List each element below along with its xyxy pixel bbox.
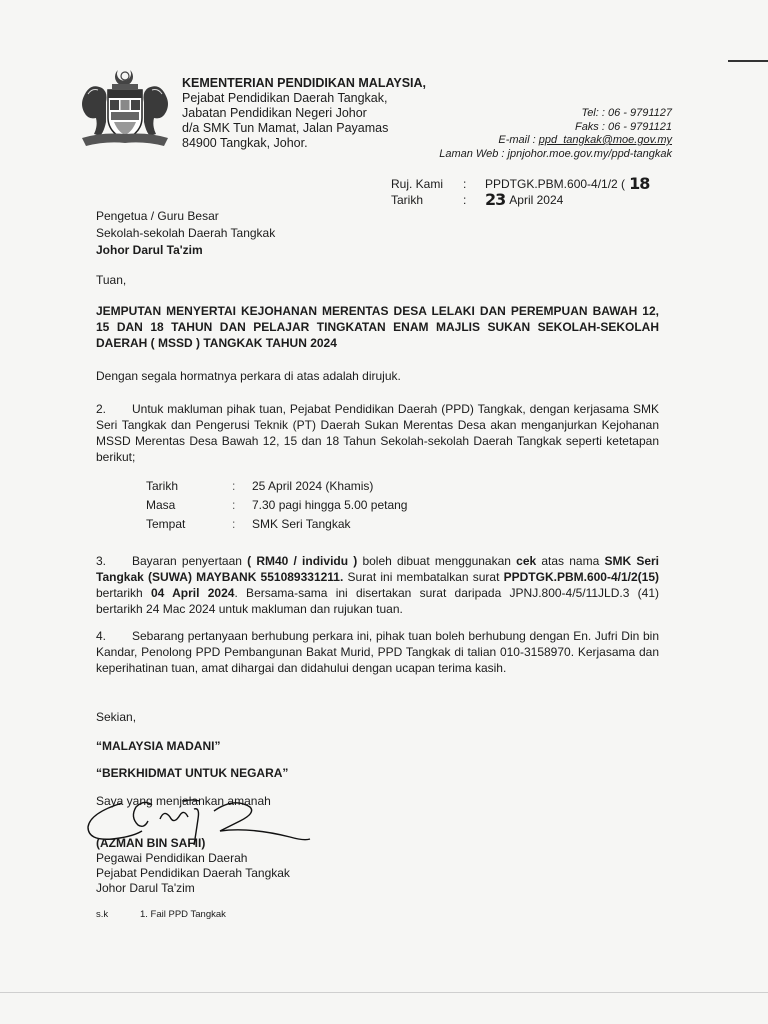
bank-account: SMK Seri Tangkak (SUWA) MAYBANK 551089331211. <box>96 554 659 584</box>
subject-heading: JEMPUTAN MENYERTAI KEJOHANAN MERENTAS DESA LELAKI DAN PEREMPUAN BAWAH 12, 15 DAN 18 TAHUN DAN PELAJAR TINGKATAN ENAM MAJLIS SUKAN SEKOLAH-SEKOLAH DAERAH ( MSSD ) TANGKAK TAHUN 2024 <box>96 304 659 350</box>
closing-sekian: Sekian, <box>96 710 137 724</box>
letterhead-address <box>182 76 426 151</box>
reference-block <box>391 176 649 208</box>
signer-block <box>96 836 290 896</box>
email-label: E-mail : <box>498 134 536 146</box>
address-line-1: Pejabat Pendidikan Daerah Tangkak, <box>182 91 388 105</box>
email-link[interactable]: ppd_tangkak@moe.gov.my <box>538 134 672 146</box>
tarikh-value: April 2024 <box>509 193 564 207</box>
address-line-4: 84900 Tangkak, Johor. <box>182 136 308 150</box>
ruj-handwritten-number: 18 <box>629 174 650 193</box>
copy-to <box>96 909 226 920</box>
bottom-edge-line <box>0 992 768 993</box>
tarikh-handwritten-day: 23 <box>485 190 506 209</box>
address-line-3: d/a SMK Tun Mamat, Jalan Payamas <box>182 121 389 135</box>
signer-title: Pegawai Pendidikan Daerah <box>96 851 248 865</box>
detail-label: Masa <box>146 498 176 512</box>
event-details <box>146 477 407 534</box>
intro-paragraph: Dengan segala hormatnya perkara di atas adalah dirujuk. <box>96 369 401 383</box>
paragraph-3: 3. Bayaran penyertaan ( RM40 / individu ) boleh dibuat menggunakan cek atas nama SMK Seri Tangkak (SUWA) MAYBANK 551089331211. Surat ini membatalkan surat PPDTGK.PBM.600-4/1/2(15) bertarikh 04 April 2024. Bersama-sama ini disertakan surat daripada JPNJ.800-4/5/11JLD.3 (41) bertarikh 24 Mac 2024 untuk makluman dan rujukan tuan. <box>96 554 659 616</box>
reference-row: Ruj. Kami : PPDTGK.PBM.600-4/1/2 ( 18 <box>391 174 650 193</box>
ministry-name: KEMENTERIAN PENDIDIKAN MALAYSIA, <box>182 76 427 90</box>
recipient-line-1: Pengetua / Guru Besar <box>96 209 219 223</box>
paragraph-number: 3. <box>96 554 107 568</box>
copy-to-item: 1. Fail PPD Tangkak <box>140 909 226 920</box>
detail-value: SMK Seri Tangkak <box>252 517 351 531</box>
slogan-malaysia-madani: “MALAYSIA MADANI” <box>96 739 221 753</box>
signer-name: (AZMAN BIN SAFII) <box>96 836 206 850</box>
signer-office: Pejabat Pendidikan Daerah Tangkak <box>96 866 290 880</box>
date-row: Tarikh : 23 April 2024 <box>391 190 564 209</box>
slogan-berkhidmat: “BERKHIDMAT UNTUK NEGARA” <box>96 766 289 780</box>
salutation: Tuan, <box>96 273 127 287</box>
detail-value: 7.30 pagi hingga 5.00 petang <box>252 498 408 512</box>
tel-number: Tel: : 06 - 9791127 <box>581 107 672 119</box>
recipient-line-2: Sekolah-sekolah Daerah Tangkak <box>96 226 276 240</box>
address-line-2: Jabatan Pendidikan Negeri Johor <box>182 106 367 120</box>
detail-label: Tempat <box>146 517 186 531</box>
detail-row: Tarikh : 25 April 2024 (Khamis) <box>146 477 407 496</box>
recipient-block <box>96 208 275 259</box>
detail-row: Tempat : SMK Seri Tangkak <box>146 515 407 534</box>
detail-row: Masa : 7.30 pagi hingga 5.00 petang <box>146 496 407 515</box>
website-line: Laman Web : jpnjohor.moe.gov.my/ppd-tangkak <box>439 147 672 160</box>
top-edge-line <box>728 60 768 62</box>
closing-amanah: Saya yang menjalankan amanah <box>96 794 271 808</box>
paragraph-4 <box>96 628 659 676</box>
copy-to-label: s.k <box>96 909 109 920</box>
paragraph-number: 4. <box>96 629 107 643</box>
detail-value: 25 April 2024 (Khamis) <box>252 479 374 493</box>
email-line <box>439 134 672 148</box>
tarikh-label: Tarikh <box>391 193 424 207</box>
ruj-label: Ruj. Kami <box>391 177 444 191</box>
recipient-line-3: Johor Darul Ta'zim <box>96 243 203 257</box>
signer-state: Johor Darul Ta'zim <box>96 881 195 895</box>
letterhead-contact <box>439 107 672 161</box>
fax-number: Faks : 06 - 9791121 <box>574 120 672 133</box>
malaysia-coat-of-arms-icon <box>74 66 176 150</box>
detail-label: Tarikh <box>146 479 179 493</box>
ruj-value: PPDTGK.PBM.600-4/1/2 ( <box>485 177 626 191</box>
paragraph-2 <box>96 401 659 465</box>
paragraph-4-text: Sebarang pertanyaan berhubung perkara ini, pihak tuan boleh berhubung dengan En. Jufri Din bin Kandar, Penolong PPD Pembangunan Bakat Murid, PPD Tangkak di talian 010-3158970. Kerjasama dan keperihatinan tuan, amat dihargai dan didahului dengan ucapan terima kasih. <box>96 629 659 675</box>
cancelled-reference: PPDTGK.PBM.600-4/1/2(15) <box>503 570 659 584</box>
paragraph-2-text: Untuk makluman pihak tuan, Pejabat Pendidikan Daerah (PPD) Tangkak, dengan kerjasama SMK Seri Tangkak dan Pengerusi Teknik (PT) Daerah Sukan Merentas Desa akan menganjurkan Kejohanan MSSD Merentas Desa Bawah 12, 15 dan 18 Tahun Sekolah-sekolah Daerah Tangkak seperti ketetapan berikut; <box>96 402 659 464</box>
paragraph-number: 2. <box>96 402 107 416</box>
